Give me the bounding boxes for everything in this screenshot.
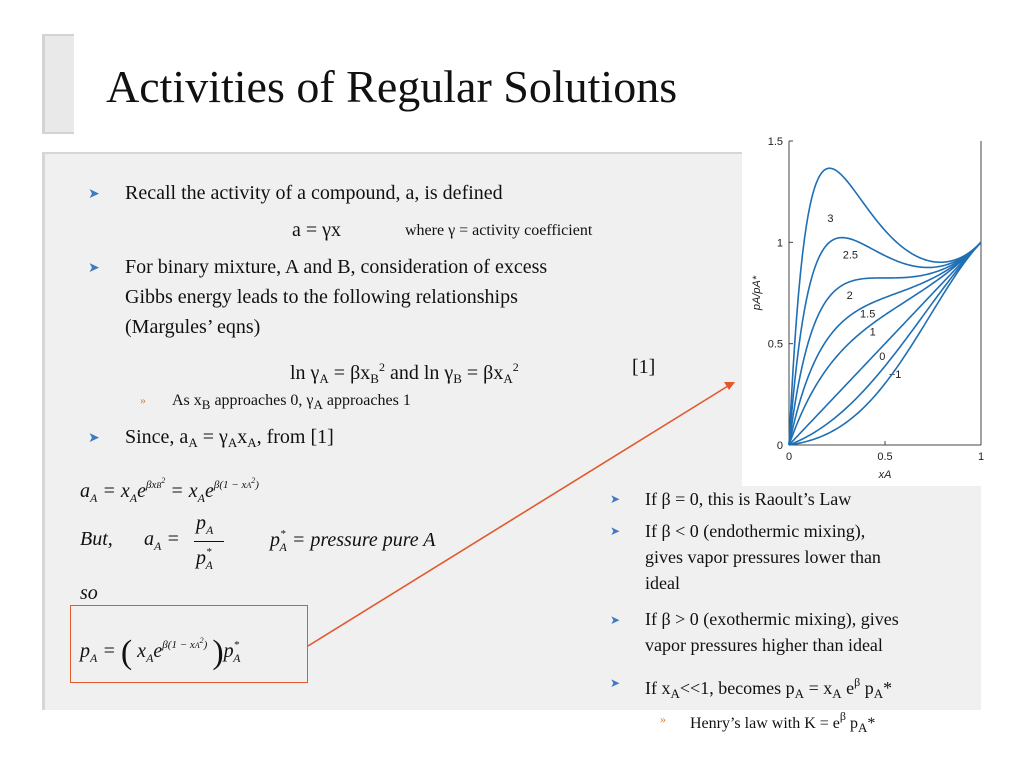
series-label: 0	[879, 350, 886, 363]
ratio-denominator: $p^*_A$	[196, 546, 213, 572]
note-exothermic-l2: vapor pressures higher than ideal	[645, 635, 883, 655]
bullet-arrow-icon: ➤	[610, 613, 621, 627]
activity-derivation-equation: $a_A = x_Ae^{\beta xB^2} = x_Ae^{\beta(1 - xA^2)}$	[80, 476, 259, 505]
sub-bullet-limit: As $x_B$ approaches 0, $\gamma_A$ approaches 1	[172, 392, 411, 412]
y-axis-label: pA/pA*	[751, 275, 763, 311]
series-label: 3	[827, 213, 834, 226]
note-dilute-limit: If $x_A<<1$, becomes $p_A = x_A$ $e^\beta$ $p_A*$	[645, 675, 893, 701]
note-henry-law: Henry’s law with $K = e^\beta$ $p_A*$	[690, 709, 876, 735]
bullet-binary-mixture-l2: Gibbs energy leads to the following relationships	[125, 286, 518, 308]
but-label: But,	[80, 528, 113, 550]
series-label: 2	[846, 290, 853, 303]
bullet-arrow-icon: ➤	[88, 187, 100, 202]
bullet-arrow-icon: ➤	[610, 492, 621, 506]
activity-pressure-ratio-lhs: $a_A$ =	[144, 528, 180, 553]
sub-bullet-chevron-icon: »	[660, 712, 666, 726]
x-tick-label: 0	[785, 451, 793, 463]
equation-reference: [1]	[632, 356, 656, 378]
bullet-arrow-icon: ➤	[610, 676, 621, 690]
so-label: so	[80, 582, 98, 604]
y-tick-label: 0	[776, 440, 783, 452]
note-endothermic-l1: If β < 0 (endothermic mixing),	[645, 521, 866, 541]
x-tick-label: 1	[977, 451, 985, 463]
activity-coefficient-note: where γ = activity coefficient	[405, 222, 593, 239]
series-label: −1	[888, 369, 902, 382]
bullet-recall-activity: Recall the activity of a compound, a, is defined	[125, 182, 503, 204]
bullet-arrow-icon: ➤	[88, 431, 100, 446]
note-endothermic-l3: ideal	[645, 573, 680, 593]
bullet-binary-mixture-l1: For binary mixture, A and B, consideration of excess	[125, 256, 548, 278]
margules-equations: $\ln \gamma_A = \beta x_B^2$ and $\ln \gamma_B = \beta x_A^2$	[290, 360, 519, 386]
series-label: 1.5	[860, 308, 876, 321]
bullet-arrow-icon: ➤	[88, 261, 100, 276]
series-label: 1	[869, 326, 876, 339]
bullet-arrow-icon: ➤	[610, 524, 621, 538]
ratio-numerator: $p_A$	[196, 512, 214, 537]
y-tick-label: 0.5	[767, 338, 783, 351]
bullet-since: Since, $a_A = \gamma_Ax_A$, from [1]	[125, 426, 334, 450]
x-tick-label: 0.5	[877, 451, 893, 463]
note-exothermic-l1: If β > 0 (exothermic mixing), gives	[645, 609, 899, 629]
activity-equation: a = γx	[292, 219, 341, 241]
note-raoult: If β = 0, this is Raoult’s Law	[645, 489, 852, 509]
y-tick-label: 1	[776, 237, 783, 250]
bullet-binary-mixture-l3: (Margules’ eqns)	[125, 316, 261, 338]
pressure-ratio-chart	[742, 130, 1002, 490]
y-tick-label: 1.5	[767, 136, 783, 148]
sub-bullet-chevron-icon: »	[140, 393, 146, 407]
slide-title: Activities of Regular Solutions	[106, 61, 678, 112]
pure-pressure-definition: $p^*_A$ = pressure pure A	[270, 528, 436, 554]
partial-pressure-equation: $p_A$ = ( $x_Ae^{\beta(1 - xA^2)}$ )$p^*_A$	[80, 634, 241, 671]
x-axis-label: xA	[878, 469, 892, 481]
series-label: 2.5	[842, 249, 859, 262]
note-endothermic-l2: gives vapor pressures lower than	[645, 547, 881, 567]
